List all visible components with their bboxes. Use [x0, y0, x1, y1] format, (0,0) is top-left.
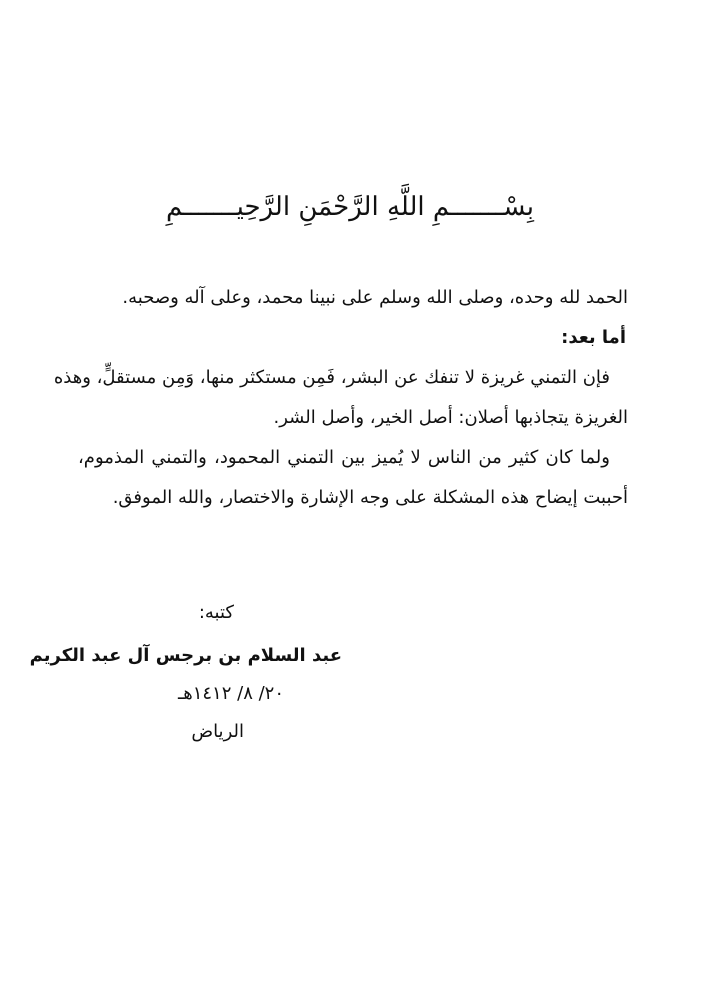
- paragraph-2-line-1: ولما كان كثير من الناس لا يُميز بين التمني المحمود، والتمني المذموم،: [78, 447, 610, 468]
- signature-author: عبد السلام بن برجس آل عبد الكريم: [29, 645, 342, 666]
- opening-line: الحمد لله وحده، وصلى الله وسلم على نبينا محمد، وعلى آله وصحبه.: [122, 287, 628, 308]
- signature-place: الرياض: [191, 721, 244, 742]
- paragraph-1-line-2: الغريزة يتجاذبها أصلان: أصل الخير، وأصل الشر.: [273, 407, 628, 428]
- paragraph-2-line-2: أحببت إيضاح هذه المشكلة على وجه الإشارة والاختصار، والله الموفق.: [112, 487, 628, 508]
- basmala-heading: بِسْـــــــمِ اللَّهِ الرَّحْمَنِ الرَّحِيـــــــمِ: [166, 192, 534, 222]
- signature-date: ٢٠/ ٨/ ١٤١٢هـ: [177, 683, 284, 704]
- paragraph-1-line-1: فإن التمني غريزة لا تنفك عن البشر، فَمِن مستكثر منها، وَمِن مستقلٍّ، وهذه: [53, 367, 610, 388]
- signature-label: كتبه:: [198, 602, 234, 623]
- section-heading: أما بعد:: [561, 327, 626, 348]
